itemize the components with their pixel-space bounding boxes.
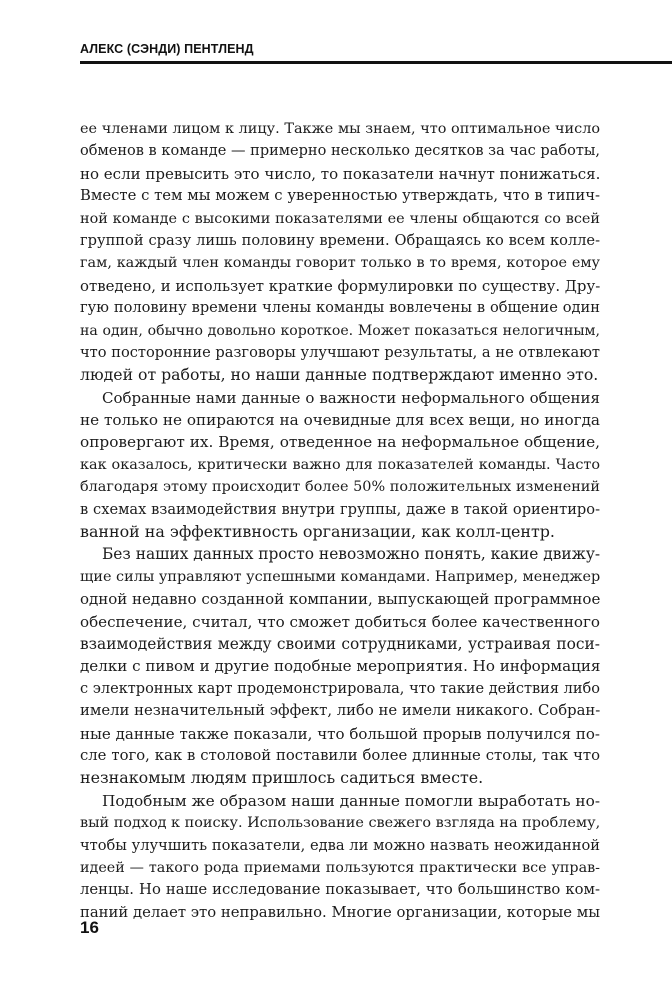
text-line: ной команде с высокими показателями ее члены общаются со всей [80,210,600,227]
text-line: незнакомым людям пришлось садиться вместе. [80,768,484,788]
text-line: ее членами лицом к лицу. Также мы знаем, что оптимальное число [80,121,600,137]
text-line: людей от работы, но наши данные подтверждают именно это. [80,365,599,385]
paragraph-2 [80,387,600,544]
text-line: обеспечение, считал, что сможет добиться более качественного [80,612,600,631]
running-head: АЛЕКС (СЭНДИ) ПЕНТЛЕНД [80,42,254,56]
text-line: что посторонние разговоры улучшают результаты, а не отвлекают [80,343,600,361]
header-rule [80,61,672,64]
text-line: благодаря этому происходит более 50% положительных изменений [80,479,600,496]
text-line: ные данные также показали, что большой прорыв получился по- [80,724,600,743]
text-line: Без наших данных просто невозможно понять, какие движу- [102,545,601,564]
text-line: чтобы улучшить показатели, едва ли можно назвать неожиданной [80,836,600,854]
text-line: вый подход к поиску. Использование свежего взгляда на проблему, [80,815,601,832]
text-line: гам, каждый член команды говорит только в то время, которое ему [80,255,600,272]
text-line: Подобным же образом наши данные помогли выработать но- [102,791,600,810]
text-line: ванной на эффективность организации, как колл-центр. [80,522,555,542]
text-line: опровергают их. Время, отведенное на неформальное общение, [80,433,600,452]
text-line: Вместе с тем мы можем с уверенностью утверждать, что в типич- [80,187,600,205]
text-line: Собранные нами данные о важности неформального общения [102,388,600,407]
text-line: имели незначительный эффект, либо не имели никакого. Собран- [80,702,601,720]
text-line: одной недавно созданной компании, выпускающей программное [80,590,601,609]
text-line: гую половину времени члены команды вовлечены в общение один [80,299,600,317]
text-line: щие силы управляют успешными командами. Например, менеджер [80,568,601,585]
text-line: но если превысить это число, то показатели начнут понижаться. [80,164,601,183]
text-line: обменов в команде — примерно несколько десятков за час работы, [80,143,600,160]
text-line: как оказалось, критически важно для показателей команды. Часто [80,456,600,473]
text-line: не только не опираются на очевидные для всех вещи, но иногда [80,411,600,430]
paragraph-4 [80,790,600,924]
text-line: с электронных карт продемонстрировала, что такие действия либо [80,680,600,697]
text-line: отведено, и использует краткие формулировки по существу. Дру- [80,276,601,295]
text-line: в схемах взаимодействия внутри группы, даже в такой ориентиро- [80,500,600,518]
text-line: взаимодействия между своими сотрудниками, устраивая поси- [80,634,600,653]
text-line: идеей — такого рода приемами пользуются практически все управ- [80,859,600,876]
text-line: сле того, как в столовой поставили более длинные столы, так что [80,746,600,764]
text-line: делки с пивом и другие подобные мероприятия. Но информация [80,657,601,676]
text-line: ленцы. Но наше исследование показывает, что большинство ком- [80,881,600,899]
text-line: паний делает это неправильно. Многие организации, которые мы [80,903,600,921]
page-number: 16 [80,918,99,937]
text-line: на один, обычно довольно короткое. Может показаться нелогичным, [80,322,600,339]
paragraph-3 [80,543,600,789]
text-line: группой сразу лишь половину времени. Обращаясь ко всем колле- [80,231,600,249]
paragraph-1 [80,118,600,387]
body-text [80,118,600,924]
